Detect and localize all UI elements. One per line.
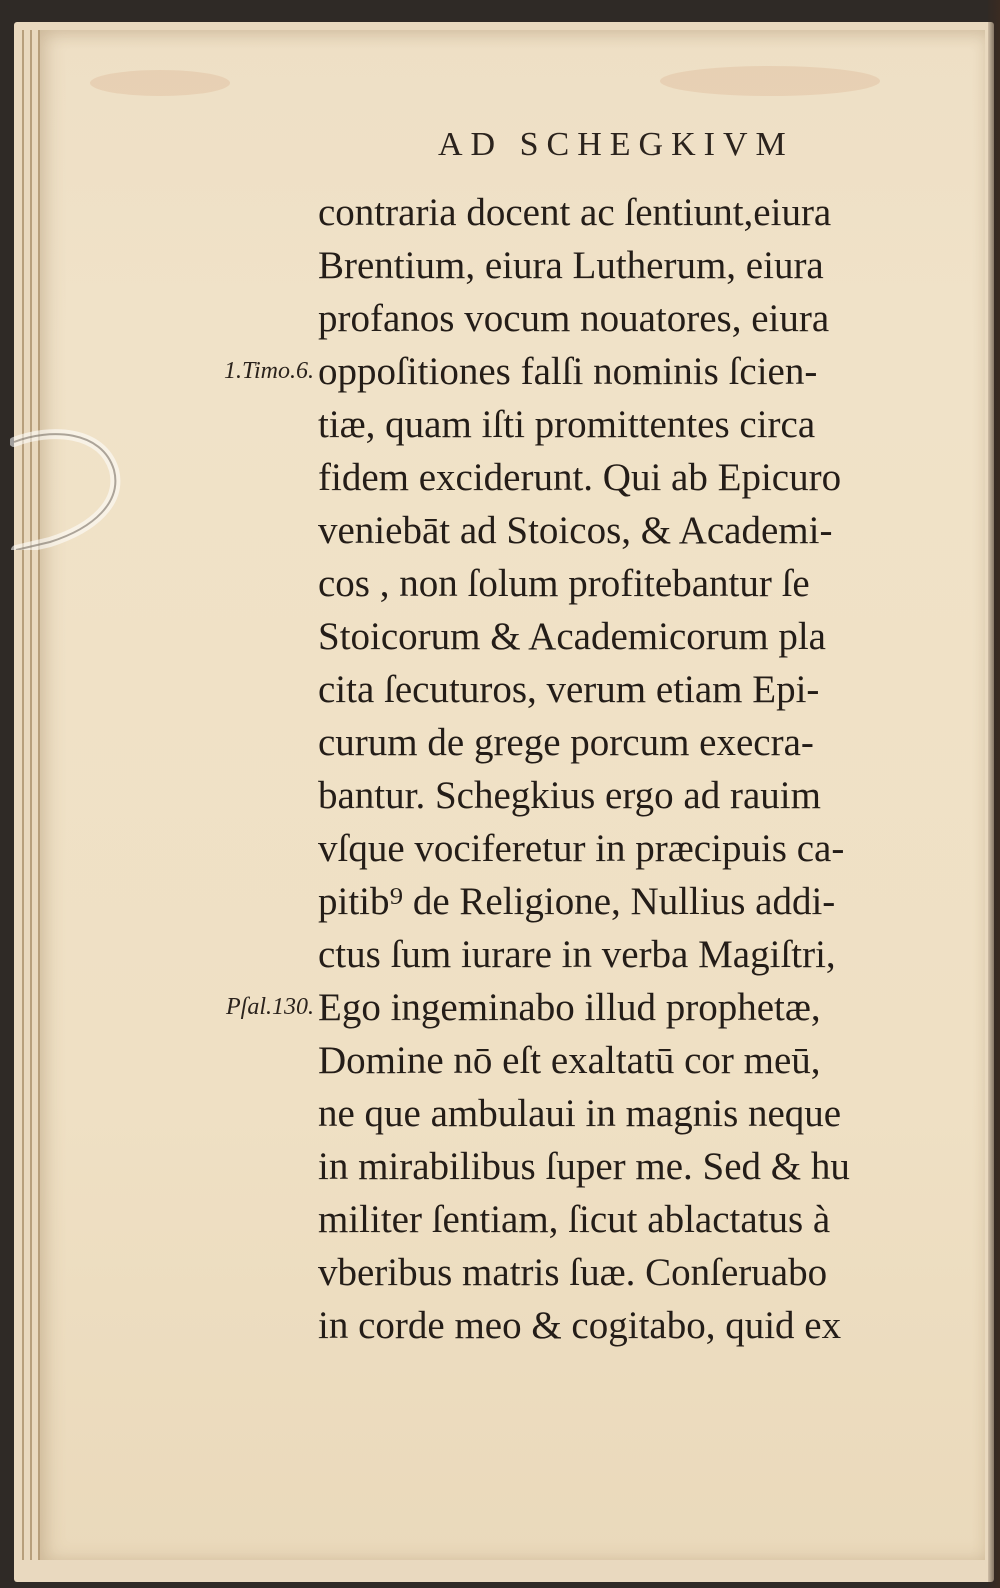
text-line xyxy=(318,1299,958,1352)
text-line xyxy=(223,345,958,398)
line-text: ctus ſum iurare in verba Magiſtri, xyxy=(318,933,836,976)
text-line xyxy=(318,1140,958,1193)
paper-clip-icon xyxy=(10,422,122,550)
line-text: Ego ingeminabo illud prophetæ, xyxy=(318,986,821,1029)
line-text: veniebāt ad Stoicos, & Academi- xyxy=(318,509,833,552)
text-line xyxy=(318,1034,958,1087)
line-text: in mirabilibus ſuper me. Sed & hu xyxy=(318,1145,850,1188)
page-edge xyxy=(22,30,24,1560)
text-line xyxy=(318,928,958,981)
text-line xyxy=(318,239,958,292)
marginal-reference: Pſal.130. xyxy=(226,994,314,1020)
line-text: in corde meo & cogitabo, quid ex xyxy=(318,1304,842,1347)
text-line xyxy=(318,398,958,451)
line-text: Brentium, eiura Lutherum, eiura xyxy=(318,244,824,287)
text-line xyxy=(318,875,958,928)
text-line xyxy=(318,504,958,557)
text-line xyxy=(318,1193,958,1246)
text-line xyxy=(318,663,958,716)
marginal-reference: 1.Timo.6. xyxy=(223,358,314,384)
text-line xyxy=(318,451,958,504)
text-line xyxy=(318,716,958,769)
foxing-stain xyxy=(90,70,230,96)
text-line xyxy=(318,610,958,663)
text-line xyxy=(318,186,958,239)
binding-shadow xyxy=(988,0,1000,1588)
line-text: bantur. Schegkius ergo ad rauim xyxy=(318,774,821,817)
line-text: contraria docent ac ſentiunt,eiura xyxy=(318,191,832,234)
foxing-stain xyxy=(660,66,880,96)
text-line xyxy=(318,769,958,822)
line-text: oppoſitiones falſi nominis ſcien- xyxy=(318,350,818,393)
line-text: Domine nō eſt exaltatū cor meū, xyxy=(318,1039,821,1082)
line-text: pitib⁹ de Religione, Nullius addi- xyxy=(318,880,836,923)
line-text: profanos vocum nouatores, eiura xyxy=(318,297,830,340)
line-text: cos , non ſolum profitebantur ſe xyxy=(318,562,810,605)
line-text: ne que ambulaui in magnis neque xyxy=(318,1092,842,1135)
text-line xyxy=(318,292,958,345)
line-text: militer ſentiam, ſicut ablactatus à xyxy=(318,1198,831,1241)
line-text: fidem exciderunt. Qui ab Epicuro xyxy=(318,456,842,499)
text-line xyxy=(318,1087,958,1140)
line-text: vberibus matris ſuæ. Conſeruabo xyxy=(318,1251,828,1294)
text-line xyxy=(318,557,958,610)
text-line xyxy=(226,981,958,1034)
line-text: tiæ, quam iſti promittentes circa xyxy=(318,403,816,446)
page-edge xyxy=(30,30,32,1560)
text-block xyxy=(223,186,958,1352)
line-text: curum de grege porcum execra- xyxy=(318,721,814,764)
line-text: cita ſecuturos, verum etiam Epi- xyxy=(318,668,820,711)
text-line xyxy=(318,1246,958,1299)
text-line xyxy=(318,822,958,875)
line-text: Stoicorum & Academicorum pla xyxy=(318,615,826,658)
running-head: AD SCHEGKIVM xyxy=(438,126,794,163)
line-text: vſque vociferetur in præcipuis ca- xyxy=(318,827,845,870)
